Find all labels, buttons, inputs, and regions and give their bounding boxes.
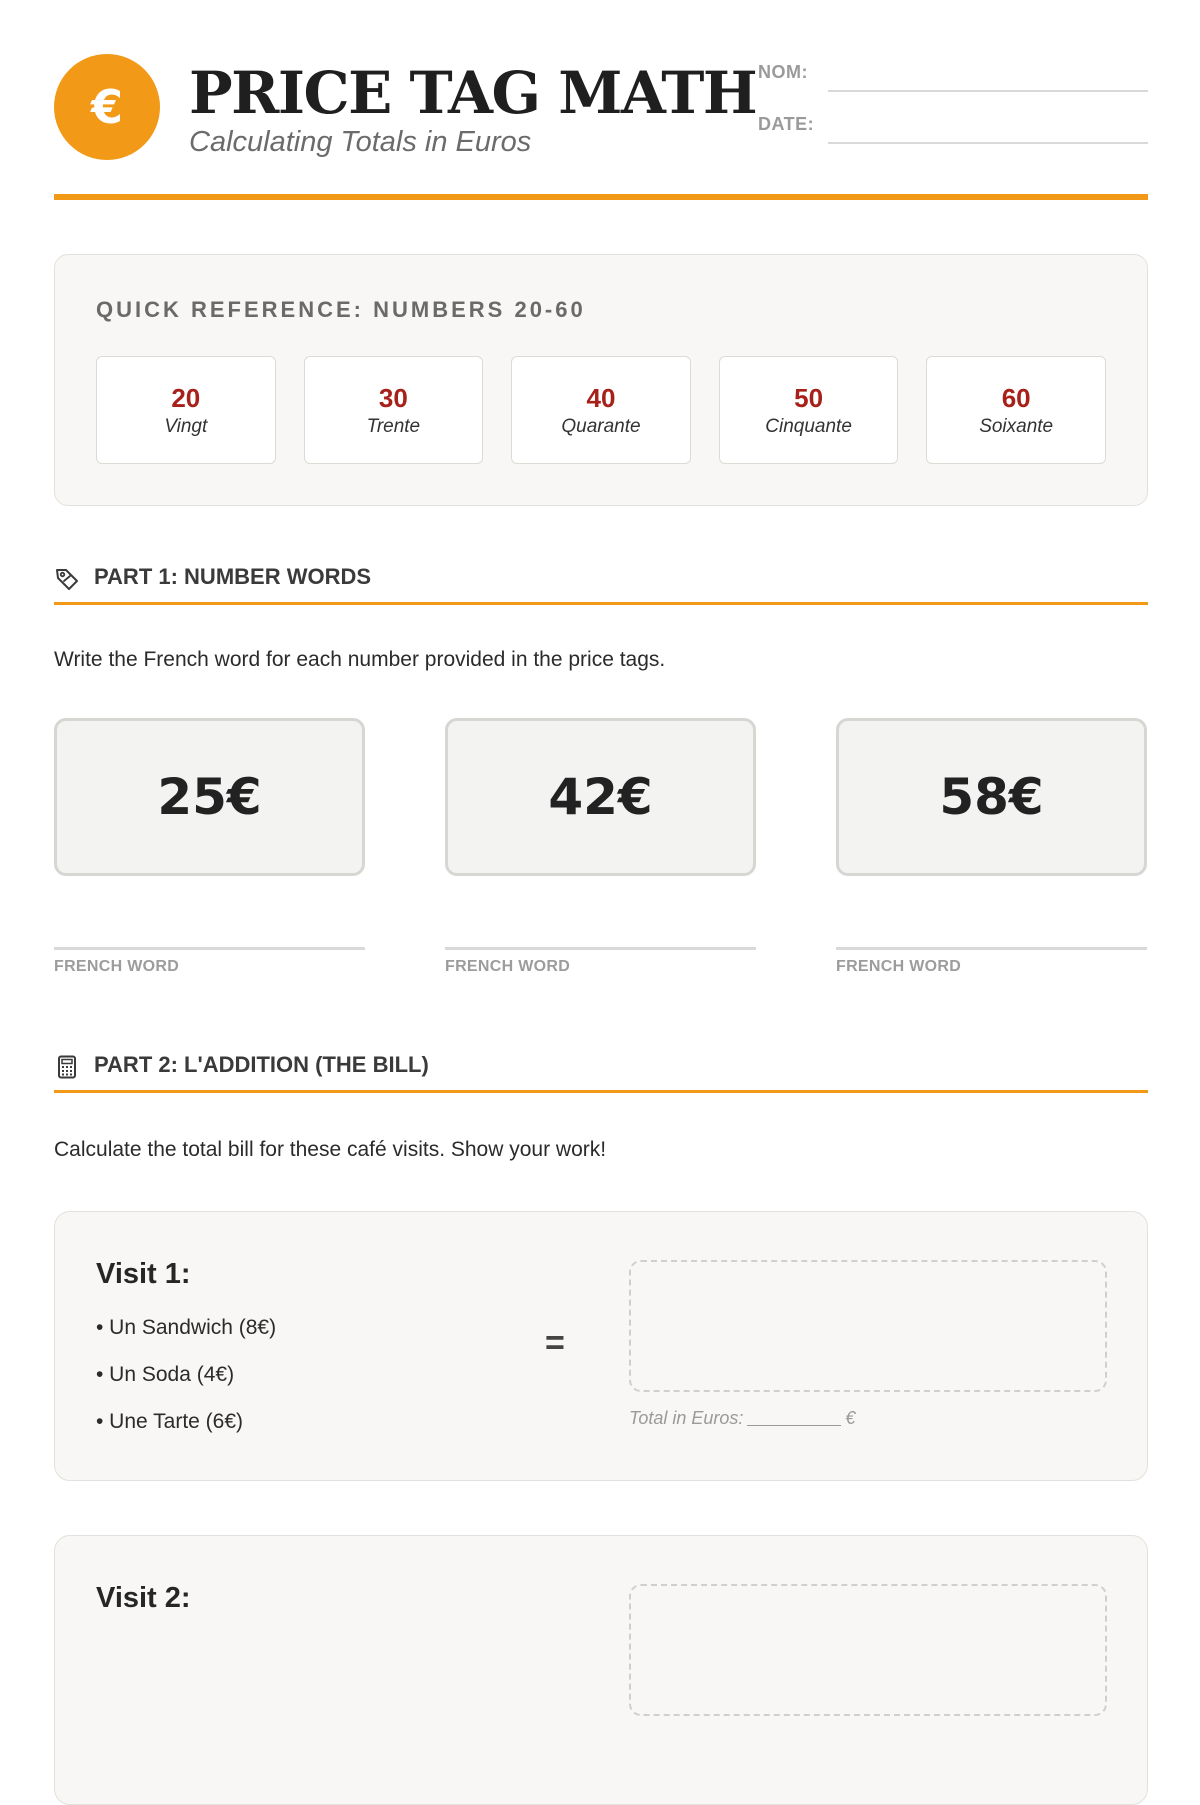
reference-number: 30 (378, 383, 408, 413)
visit-title: Visit 1: (96, 1258, 191, 1290)
reference-card (304, 356, 484, 464)
reference-number: 60 (1001, 383, 1031, 413)
tag-icon (54, 566, 80, 592)
date-field[interactable] (828, 142, 1148, 144)
part1-title: PART 1: NUMBER WORDS (94, 564, 372, 589)
total-suffix: € (845, 1408, 856, 1428)
reference-card (511, 356, 691, 464)
part1-header (54, 562, 1148, 605)
french-word-answer-line[interactable] (445, 947, 756, 950)
page-subtitle: Calculating Totals in Euros (189, 126, 532, 158)
visit-item: • Un Soda (4€) (96, 1363, 235, 1386)
total-euros-label (629, 1408, 855, 1429)
date-label: DATE: (758, 114, 815, 134)
quick-reference-panel (54, 254, 1148, 506)
reference-number: 40 (586, 383, 616, 413)
part2-title: PART 2: L'ADDITION (THE BILL) (94, 1052, 429, 1077)
name-label: NOM: (758, 62, 808, 82)
reference-number: 20 (171, 383, 201, 413)
reference-card (96, 356, 276, 464)
calculator-icon (54, 1054, 80, 1080)
visit-card (54, 1211, 1148, 1481)
visit-card (54, 1535, 1148, 1805)
reference-card (719, 356, 899, 464)
french-word-answer-line[interactable] (54, 947, 365, 950)
euro-icon: € (54, 54, 160, 160)
french-word-label: FRENCH WORD (445, 958, 571, 975)
price-tag: 58€ (836, 718, 1147, 876)
reference-word: Soixante (979, 416, 1054, 437)
price-tag: 42€ (445, 718, 756, 876)
worksheet-header (54, 54, 1148, 202)
french-word-answer-line[interactable] (836, 947, 1147, 950)
worksheet-page (54, 0, 1148, 1614)
french-word-label: FRENCH WORD (54, 958, 180, 975)
visit-item: • Une Tarte (6€) (96, 1410, 244, 1433)
total-blank[interactable] (747, 1425, 841, 1426)
quick-reference-title: QUICK REFERENCE: NUMBERS 20-60 (96, 297, 586, 322)
reference-card (926, 356, 1106, 464)
reference-word: Cinquante (765, 416, 852, 437)
reference-word: Quarante (561, 416, 641, 437)
name-field[interactable] (828, 90, 1148, 92)
work-answer-box[interactable] (629, 1260, 1107, 1392)
part2-header (54, 1050, 1148, 1093)
reference-cards (96, 356, 1106, 464)
reference-word: Trente (366, 416, 421, 437)
reference-word: Vingt (164, 416, 208, 437)
page-title: PRICE TAG MATH (189, 59, 757, 127)
french-word-label: FRENCH WORD (836, 958, 962, 975)
price-tag: 25€ (54, 718, 365, 876)
visit-title: Visit 2: (96, 1582, 191, 1614)
visit-item: • Un Sandwich (8€) (96, 1316, 277, 1339)
header-divider (54, 194, 1148, 200)
part2-instructions: Calculate the total bill for these café visits. Show your work! (54, 1138, 607, 1161)
reference-number: 50 (794, 383, 824, 413)
equals-sign: = (545, 1324, 565, 1362)
part1-instructions: Write the French word for each number provided in the price tags. (54, 648, 666, 671)
total-prefix: Total in Euros: (629, 1408, 744, 1428)
work-answer-box[interactable] (629, 1584, 1107, 1716)
